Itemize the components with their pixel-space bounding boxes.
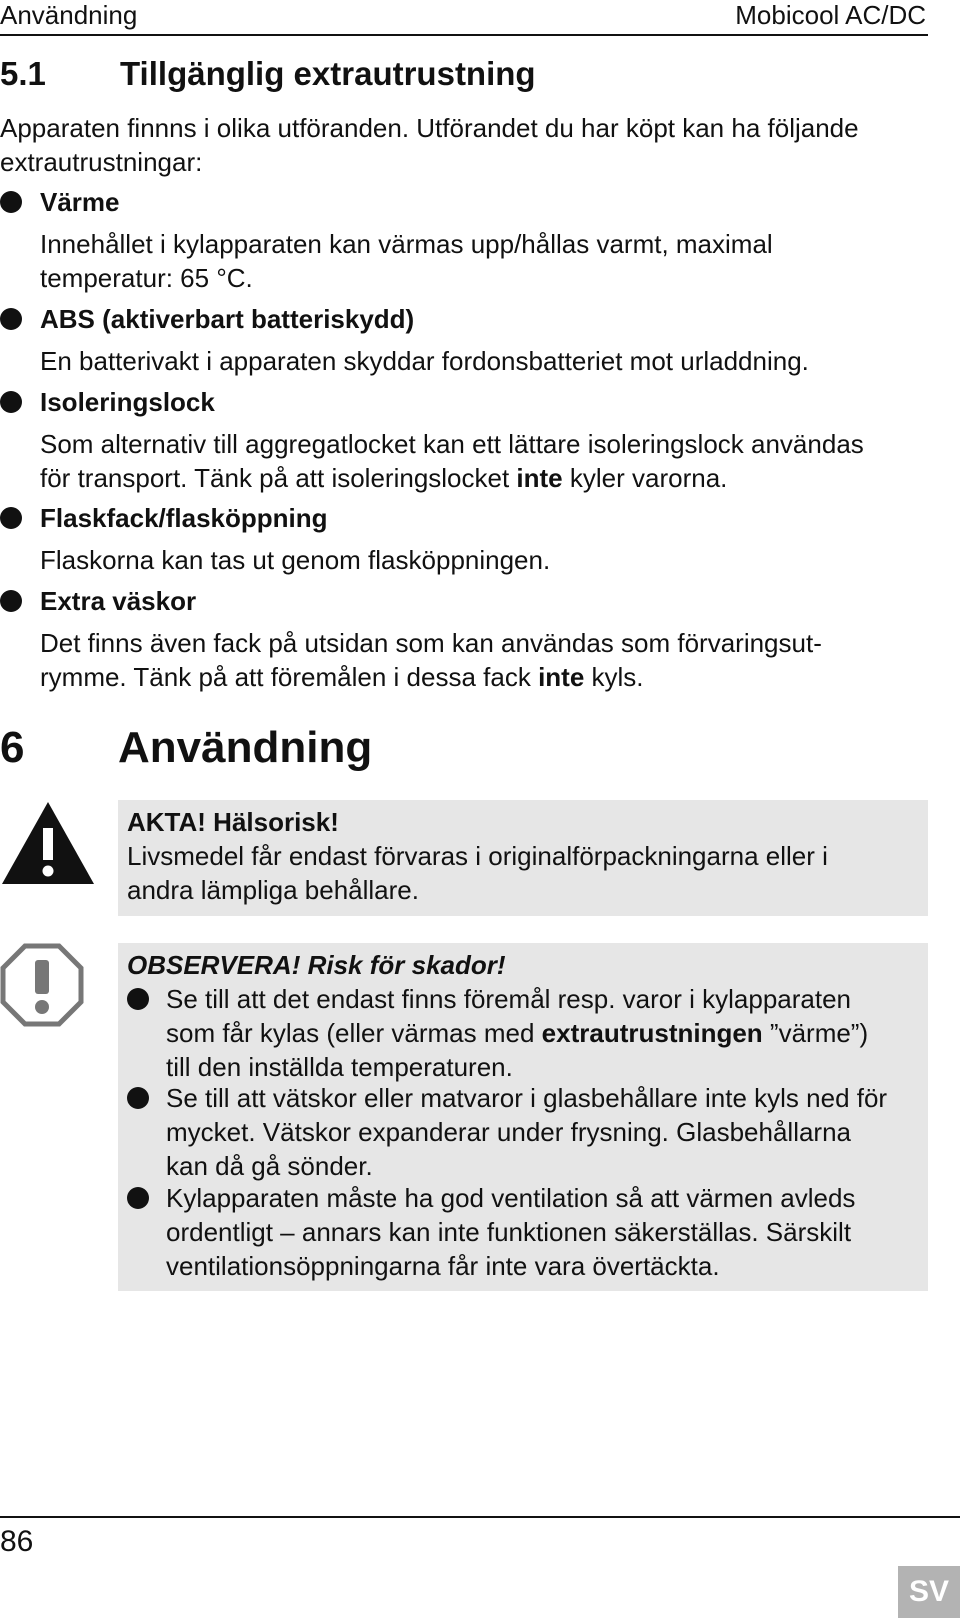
notice-list-item bbox=[127, 982, 922, 1084]
list-item bbox=[0, 385, 930, 495]
notice-line: Se till att det endast finns föremål resp. varor i kylapparaten bbox=[166, 984, 852, 1014]
item-emphasis: inte bbox=[538, 662, 585, 692]
notice-item-text bbox=[166, 1081, 922, 1183]
notice-line: till den inställda temperaturen. bbox=[166, 1052, 513, 1082]
item-line bbox=[40, 660, 930, 694]
notice-emphasis: extrautrustningen bbox=[541, 1018, 763, 1048]
notice-line: mycket. Vätskor expanderar under frysning. Glasbehållarna bbox=[166, 1117, 852, 1147]
item-body bbox=[40, 227, 930, 295]
item-body bbox=[40, 543, 930, 577]
list-item bbox=[0, 185, 930, 295]
footer-rule bbox=[0, 1516, 960, 1518]
list-item bbox=[0, 584, 930, 694]
item-emphasis: inte bbox=[516, 463, 563, 493]
item-line bbox=[40, 461, 930, 495]
bullet-icon bbox=[127, 988, 149, 1010]
notice-line: Se till att vätskor eller matvaror i glasbehållare inte kyls ned för bbox=[166, 1083, 888, 1113]
bullet-icon bbox=[0, 391, 22, 413]
bullet-icon bbox=[0, 308, 22, 330]
item-line: Flaskorna kan tas ut genom flasköppningen. bbox=[40, 545, 551, 575]
bullet-icon bbox=[0, 191, 22, 213]
language-tab: SV bbox=[898, 1566, 960, 1618]
page-number: 86 bbox=[0, 1525, 34, 1558]
notice-line: ventilationsöppningarna får inte vara övertäckta. bbox=[166, 1251, 720, 1281]
notice-list-item bbox=[127, 1181, 922, 1283]
item-body bbox=[40, 626, 930, 694]
item-title: Isoleringslock bbox=[40, 387, 215, 417]
item-title: Extra väskor bbox=[40, 586, 197, 616]
bullet-icon bbox=[0, 590, 22, 612]
item-title: Flaskfack/flasköppning bbox=[40, 503, 328, 533]
item-body bbox=[40, 344, 930, 378]
warning-title: AKTA! Hälsorisk! bbox=[127, 807, 339, 837]
chapter-number: 6 bbox=[0, 723, 25, 772]
intro-line: Apparaten finnns i olika utföranden. Utförandet du har köpt kan ha följande bbox=[0, 113, 859, 143]
notice-line: ordentligt – annars kan inte funktionen säkerställas. Särskilt bbox=[166, 1217, 852, 1247]
section-number: 5.1 bbox=[0, 55, 46, 92]
chapter-title: Användning bbox=[118, 723, 373, 772]
warning-line: Livsmedel får endast förvaras i originalförpackningarna eller i bbox=[127, 841, 828, 871]
notice-item-text bbox=[166, 982, 922, 1084]
item-title: ABS (aktiverbart batteriskydd) bbox=[40, 304, 415, 334]
list-item bbox=[0, 302, 930, 378]
notice-item-text bbox=[166, 1181, 922, 1283]
warning-body bbox=[127, 839, 917, 907]
header-rule bbox=[0, 34, 928, 36]
item-text: för transport. Tänk på att isoleringslocket bbox=[40, 463, 517, 493]
list-item bbox=[0, 501, 930, 577]
section-title: Tillgänglig extrautrustning bbox=[120, 55, 536, 92]
warning-triangle-icon bbox=[0, 800, 96, 886]
warning-box bbox=[118, 800, 928, 916]
warning-line: andra lämpliga behållare. bbox=[127, 875, 419, 905]
notice-box bbox=[118, 943, 928, 1291]
item-body bbox=[40, 427, 930, 495]
item-title: Värme bbox=[40, 187, 120, 217]
item-text: rymme. Tänk på att föremålen i dessa fack bbox=[40, 662, 539, 692]
intro-text bbox=[0, 111, 930, 179]
notice-line: Kylapparaten måste ha god ventilation så att värmen avleds bbox=[166, 1183, 856, 1213]
item-line: Det finns även fack på utsidan som kan användas som förvaringsut- bbox=[40, 628, 822, 658]
notice-title: OBSERVERA! Risk för skador! bbox=[127, 950, 506, 980]
notice-line bbox=[166, 1016, 922, 1050]
intro-line: extrautrustningar: bbox=[0, 147, 203, 177]
header-right: Mobicool AC/DC bbox=[735, 0, 926, 30]
bullet-icon bbox=[127, 1187, 149, 1209]
item-line: Innehållet i kylapparaten kan värmas upp/hållas varmt, maximal bbox=[40, 229, 773, 259]
header-left: Användning bbox=[0, 0, 138, 30]
bullet-icon bbox=[0, 507, 22, 529]
item-text: kyler varorna. bbox=[562, 463, 728, 493]
item-line: temperatur: 65 °C. bbox=[40, 263, 253, 293]
notice-text: som får kylas (eller värmas med bbox=[166, 1018, 542, 1048]
notice-text: ”värme”) bbox=[762, 1018, 869, 1048]
bullet-icon bbox=[127, 1087, 149, 1109]
notice-list-item bbox=[127, 1081, 922, 1183]
item-line: Som alternativ till aggregatlocket kan ett lättare isoleringslock användas bbox=[40, 429, 864, 459]
notice-octagon-icon bbox=[0, 943, 84, 1027]
notice-line: kan då gå sönder. bbox=[166, 1151, 373, 1181]
item-text: kyls. bbox=[584, 662, 644, 692]
item-line: En batterivakt i apparaten skyddar fordonsbatteriet mot urladdning. bbox=[40, 346, 809, 376]
